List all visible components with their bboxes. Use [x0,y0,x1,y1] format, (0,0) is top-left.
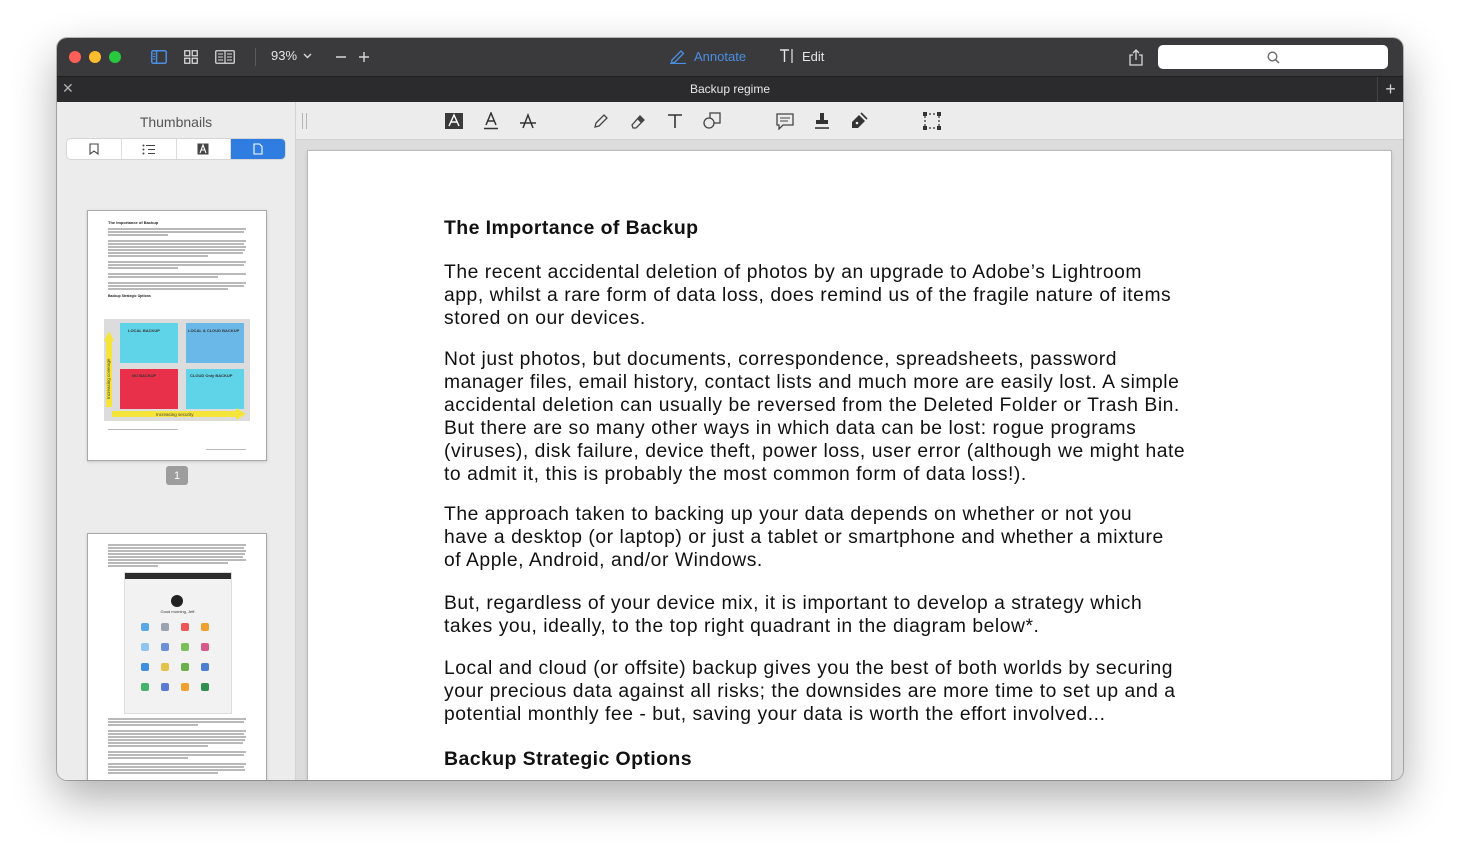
outline-tab[interactable] [122,139,177,159]
share-icon[interactable] [1127,46,1145,68]
document-view[interactable] [296,140,1403,780]
y-axis-label: Increasing coverage [106,358,111,399]
annotations-tab[interactable] [177,139,232,159]
stamp-icon[interactable] [810,109,834,133]
text-highlight-icon[interactable] [442,109,466,133]
page-thumbnail-2[interactable] [87,533,267,780]
annotate-pen-icon [669,48,687,64]
title-bar [57,38,1403,76]
paragraph-4: But, regardless of your device mix, it is important to develop a strategy which takes you, ideally, to the top right quadrant in the diagram below*. [444,593,1143,637]
text-underline-icon[interactable] [479,109,503,133]
quadrant-cloud-label: CLOUD Only BACKUP [190,373,233,378]
close-tab-icon[interactable]: ✕ [62,80,74,96]
document-page [308,151,1391,780]
backup-quadrant-diagram [104,319,250,421]
document-tab-title[interactable]: Backup regime [689,82,771,96]
zoom-in-icon[interactable] [357,46,371,68]
text-annotations-icon [197,143,209,155]
thumb2-greeting: Good morning, Jeff. [160,609,196,614]
quadrant-local-label: LOCAL BACKUP [128,328,160,333]
zoom-out-icon[interactable] [334,46,348,68]
zoom-window-button[interactable] [109,51,121,63]
text-box-icon[interactable] [663,109,687,133]
page-thumbnail-icon [253,143,263,155]
paragraph-2: Not just photos, but documents, correspondence, spreadsheets, password manager files, email history, contact lists and much more are easily lost. A simple accidental deletion can usually be reversed from the Deleted Folder or Trash Bin. But there are so many other ways in which data can be lost: rogue programs (viruses), disk failure, device theft, power loss, user error (although we might hate to admit it, this is probably the most common form of data loss!). [444,349,1186,485]
search-icon [1267,51,1280,64]
paragraph-3: The approach taken to backing up your data depends on whether or not you have a desktop (or laptop) or just a tablet or smartphone and whether a mixture of Apple, Android, and/or Windows. [444,504,1164,571]
thumbnail-sidebar [57,102,296,780]
thumb1-subtitle: Backup Strategic Options [108,294,151,298]
eraser-icon[interactable] [626,109,650,133]
document-subheading: Backup Strategic Options [444,748,692,770]
quadrant-local-cloud-label: LOCAL & CLOUD BACKUP [188,328,240,333]
edit-mode-button[interactable] [779,48,824,64]
edit-label: Edit [802,48,825,64]
paragraph-1: The recent accidental deletion of photos by an upgrade to Adobe’s Lightroom app, whilst a rare form of data loss, does remind us of the fragile nature of items stored on our devices. [444,262,1172,329]
outline-list-icon [142,144,156,155]
close-window-button[interactable] [69,51,81,63]
grid-view-icon[interactable] [181,46,201,68]
thumbnails-tab[interactable] [231,139,285,159]
text-strikethrough-icon[interactable] [516,109,540,133]
annotation-toolbar [296,102,1403,140]
text-edit-icon [779,48,795,64]
thumb1-title: The Importance of Backup [108,220,159,225]
zoom-value: 93% [271,48,298,63]
x-axis-label: Increasing security [156,412,194,417]
page-number-badge: 1 [166,466,188,485]
signature-pen-icon[interactable] [847,109,871,133]
annotate-mode-button[interactable] [669,48,746,64]
sidebar-title: Thumbnails [139,114,213,130]
bookmarks-tab[interactable] [67,139,122,159]
new-tab-button[interactable]: + [1377,77,1403,102]
minimize-window-button[interactable] [89,51,101,63]
reader-view-icon[interactable] [214,46,236,68]
zoom-control[interactable] [271,48,312,63]
tab-bar [57,76,1403,102]
document-heading: The Importance of Backup [444,217,699,239]
sidebar-mode-selector [67,139,285,159]
pencil-icon[interactable] [589,109,613,133]
toolbar-divider [255,48,256,66]
bookmark-icon [89,143,99,155]
screenshot-figure [124,572,232,714]
search-field[interactable] [1158,45,1388,69]
annotate-label: Annotate [694,48,747,64]
quadrant-none-label: NO BACKUP [132,373,157,378]
sidebar-toggle-icon[interactable] [149,46,169,68]
app-icon-grid [139,621,219,705]
toolbar-grip-handle[interactable] [302,113,307,129]
page-thumbnail-1[interactable] [87,210,267,461]
paragraph-5: Local and cloud (or offsite) backup gives you the best of both worlds by securing your precious data against all risks; the downsides are more time to set up and a potential monthly fee - but, saving your data is worth the effort involved... [444,658,1176,725]
shapes-icon[interactable] [700,109,724,133]
selection-crop-icon[interactable] [920,109,944,133]
chevron-down-icon [303,53,312,59]
app-window [57,38,1403,780]
note-icon[interactable] [773,109,797,133]
